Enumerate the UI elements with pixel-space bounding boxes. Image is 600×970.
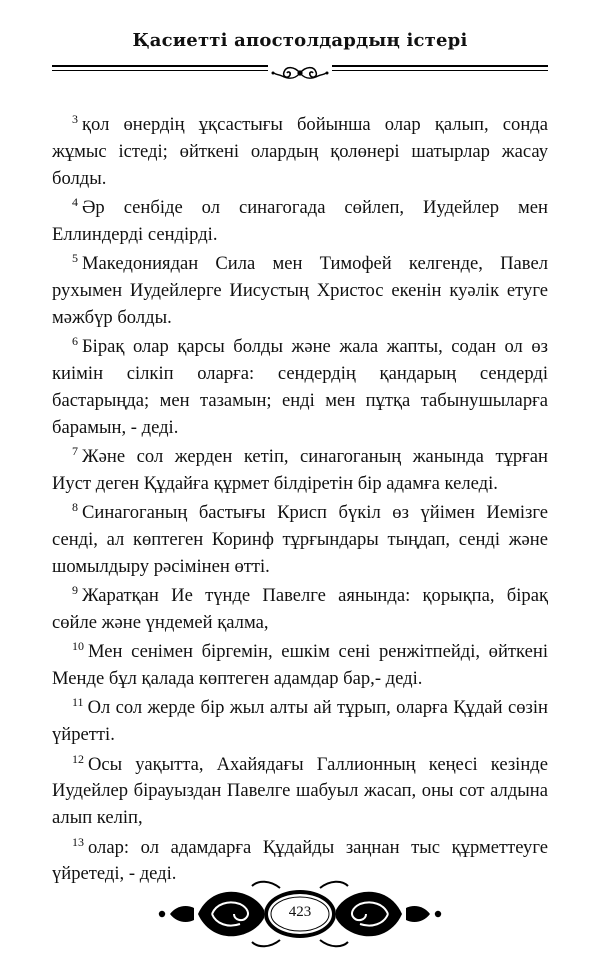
verse-5 — [52, 251, 548, 331]
verse-text: Синагоганың бастығы Крисп бүкіл өз үйімен Иемізге сенді, ал көптеген Коринф тұрғындары тыңдап, сенді және шомылдыру рәсімінен өтті. — [52, 502, 548, 577]
verse-text: Бірақ олар қарсы болды және жала жапты, содан ол өз киімін сілкіп оларға: сендердің қандарың сендерді бастарыңда; мен тазамын; енді мен пұтқа табынушыларға барамын, - деді. — [52, 336, 548, 438]
page-number: 423 — [288, 904, 312, 920]
verse-number: 6 — [72, 334, 78, 349]
verse-3 — [52, 112, 548, 192]
verse-number: 10 — [72, 639, 84, 654]
verse-text: Македониядан Сила мен Тимофей келгенде, Павел рухымен Иудейлерге Иисустың Христос екенін куәлік етуге мәжбүр болды. — [52, 253, 548, 328]
verse-6 — [52, 334, 548, 441]
verse-9 — [52, 583, 548, 637]
verse-number: 11 — [72, 695, 84, 710]
verse-number: 9 — [72, 583, 78, 598]
verse-list — [52, 112, 548, 891]
verse-11 — [52, 695, 548, 749]
verse-12 — [52, 752, 548, 832]
verse-text: Осы уақытта, Ахайядағы Галлионның кеңесі кезінде Иудейлер бірауыздан Павелге шабуыл жасап, оны сот алдына алып келіп, — [52, 753, 548, 829]
verse-text: Жаратқан Ие түнде Павелге аянында: қорықпа, бірақ сөйле және үндемей қалма, — [52, 585, 548, 633]
verse-7 — [52, 444, 548, 498]
verse-text: Және сол жерден кетіп, синагоганың жанында тұрған Иуст деген Құдайға құрмет білдіретін бір адамға келеді. — [52, 445, 548, 494]
verse-number: 12 — [72, 751, 84, 766]
verse-number: 3 — [72, 112, 78, 126]
verse-8 — [52, 500, 548, 580]
verse-number: 13 — [72, 834, 84, 849]
header-ornament-icon — [268, 64, 332, 82]
verse-number: 4 — [72, 194, 78, 209]
verse-number: 5 — [72, 251, 78, 266]
verse-text: Ол сол жерде бір жыл алты ай тұрып, оларға Құдай сөзін үйретті. — [52, 697, 548, 746]
verse-number: 7 — [72, 443, 78, 458]
page-title: Қасиетті апостолдардың істері — [132, 30, 468, 51]
verse-text: қол өнердің ұқсастығы бойынша олар қалып, сонда жұмыс істеді; өйткені олардың қолөнері шатырлар жасау болды. — [52, 114, 548, 189]
verse-10 — [52, 639, 548, 693]
verse-number: 8 — [72, 500, 78, 515]
verse-text: олар: ол адамдарға Құдайды заңнан тыс құрметтеуге үйретеді, - деді. — [52, 836, 548, 885]
verse-4 — [52, 195, 548, 249]
verse-text: Әр сенбіде ол синагогада сөйлеп, Иудейлер мен Еллиндерді сендірді. — [52, 196, 548, 245]
verse-text: Мен сенімен біргемін, ешкім сені ренжітпейді, өйткені Менде бұл қалада көптеген адамдар бар,- деді. — [52, 641, 548, 690]
